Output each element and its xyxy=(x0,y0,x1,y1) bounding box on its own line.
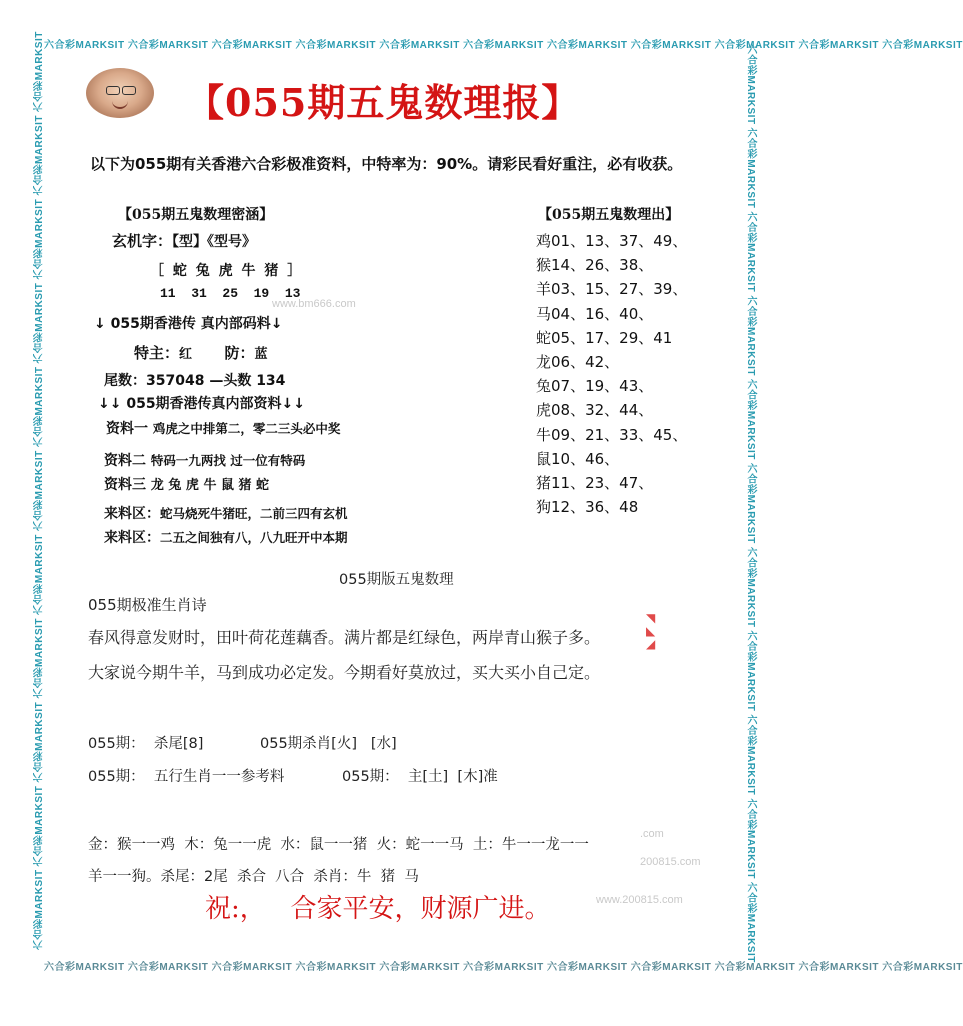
avatar-portrait xyxy=(86,68,154,118)
tail-number-line: 尾数：357048 —头数 134 xyxy=(104,373,286,389)
poem-title: 055期极准生肖诗 xyxy=(88,596,207,614)
source1-label: 来料区： xyxy=(104,506,160,522)
insider-heading-2: ↓↓ 055期香港传真内部资料↓↓ xyxy=(98,396,306,412)
zodiac-number-row: 龙06、42、 xyxy=(536,353,620,372)
defend-value: 蓝 xyxy=(254,347,268,362)
source-line-2 xyxy=(104,527,348,547)
left-column-heading: 【055期五鬼数理密涵】 xyxy=(118,207,274,223)
data2-label: 资料二 xyxy=(104,453,146,469)
watermark-text: www.200815.com xyxy=(596,894,683,906)
five-elements-line: 055期： 五行生肖一一参考料 xyxy=(88,769,285,785)
border-left-watermark: 六合彩MARKSIT 六合彩MARKSIT 六合彩MARKSIT 六合彩MARKSIT 六合彩MARKSIT 六合彩MARKSIT 六合彩MARKSIT 六合彩MARKSIT 六合彩MARKSIT 六合彩MARKSIT 六合彩MARKSIT xyxy=(34,31,45,950)
elements-line-2: 羊一一狗。杀尾：2尾 杀合 八合 杀肖：牛 猪 马 xyxy=(88,869,419,885)
source-line-1 xyxy=(104,503,348,523)
border-right-watermark: 六合彩MARKSIT 六合彩MARKSIT 六合彩MARKSIT 六合彩MARKSIT 六合彩MARKSIT 六合彩MARKSIT 六合彩MARKSIT 六合彩MARKSIT 六合彩MARKSIT 六合彩MARKSIT 六合彩MARKSIT xyxy=(745,44,756,963)
xuanji-label: 玄机字： xyxy=(112,232,173,250)
blessing-footer: 祝:， 合家平安，财源广进。 xyxy=(205,894,551,924)
zodiac-number-row: 虎08、32、44、 xyxy=(536,401,654,420)
data1-value: 鸡虎之中排第二，零二三头必中奖 xyxy=(152,421,341,436)
number-row: 11 31 25 19 13 xyxy=(160,286,301,301)
data3-value: 龙 兔 虎 牛 鼠 猪 蛇 xyxy=(150,478,270,493)
main-label: 特主： xyxy=(134,344,180,362)
elements-line-1: 金：猴一一鸡 木：兔一一虎 水：鼠一一猪 火：蛇一一马 土：牛一一龙一一 xyxy=(88,837,589,853)
zodiac-number-row: 羊03、15、27、39、 xyxy=(536,280,688,299)
zodiac-number-row: 蛇05、17、29、41 xyxy=(536,328,673,347)
main-elements-line: 055期： 主[土] [木]准 xyxy=(342,769,498,785)
red-watermark-stamp: ◥ ◣ ◢ xyxy=(646,611,656,651)
intro-paragraph: 以下为055期有关香港六合彩极准资料，中特率为：90%。请彩民看好重注，必有收获。 xyxy=(90,155,683,173)
zodiac-row: ［ 蛇 兔 虎 牛 猪 ］ xyxy=(150,263,304,279)
data3-label: 资料三 xyxy=(104,477,146,493)
xuanji-line xyxy=(112,230,256,251)
zodiac-number-row: 牛09、21、33、45、 xyxy=(536,425,688,444)
data-line-1 xyxy=(106,418,340,438)
source2-label: 来料区： xyxy=(104,530,160,546)
xuanji-value: 【型】《型号》 xyxy=(172,234,257,250)
zodiac-number-row: 鸡01、13、37、49、 xyxy=(536,232,688,250)
kill-tail-line: 055期： 杀尾[8] xyxy=(88,736,204,752)
zodiac-number-row: 猴14、26、38、 xyxy=(536,256,654,275)
main-value: 红 xyxy=(179,347,193,362)
section-title: 055期版五鬼数理 xyxy=(339,572,454,588)
zodiac-number-row: 鼠10、46、 xyxy=(536,449,620,468)
watermark-text: .com xyxy=(640,828,664,840)
border-top-watermark: 六合彩MARKSIT 六合彩MARKSIT 六合彩MARKSIT 六合彩MARKSIT 六合彩MARKSIT 六合彩MARKSIT 六合彩MARKSIT 六合彩MARKSIT 六合彩MARKSIT 六合彩MARKSIT 六合彩MARKSIT xyxy=(44,40,963,51)
kill-zodiac-line: 055期杀肖[火] [水] xyxy=(260,736,397,752)
poem-line-2: 大家说今期牛羊，马到成功必定发。今期看好莫放过，买大买小自己定。 xyxy=(88,663,601,682)
defend-label: 防： xyxy=(224,344,255,362)
zodiac-number-row: 猪11、23、47、 xyxy=(536,474,654,493)
watermark-text: www.bm666.com xyxy=(272,298,356,310)
data-line-2 xyxy=(104,450,305,470)
poem-line-1: 春风得意发财时，田叶荷花莲藕香。满片都是红绿色，两岸青山猴子多。 xyxy=(88,628,601,647)
watermark-text: 200815.com xyxy=(640,856,701,868)
data1-label: 资料一 xyxy=(106,421,148,437)
source1-value: 蛇马烧死牛猪旺，二前三四有玄机 xyxy=(160,506,348,521)
source2-value: 二五之间独有八，八九旺开中本期 xyxy=(160,530,348,545)
zodiac-number-row: 狗12、36、48 xyxy=(536,498,639,517)
zodiac-number-row: 马04、16、40、 xyxy=(536,304,654,323)
right-column-heading: 【055期五鬼数理出】 xyxy=(538,207,680,223)
insider-heading: ↓ 055期香港传 真内部码料↓ xyxy=(94,316,283,332)
border-bottom-watermark: 六合彩MARKSIT 六合彩MARKSIT 六合彩MARKSIT 六合彩MARKSIT 六合彩MARKSIT 六合彩MARKSIT 六合彩MARKSIT 六合彩MARKSIT 六合彩MARKSIT 六合彩MARKSIT 六合彩MARKSIT xyxy=(44,962,963,973)
zodiac-number-row: 兔07、19、43、 xyxy=(536,377,654,396)
main-color-line xyxy=(134,342,268,363)
page-title: 【055期五鬼数理报】 xyxy=(186,80,581,125)
data2-value: 特码一九两找 过一位有特码 xyxy=(150,453,306,468)
zodiac-number-list xyxy=(536,229,687,519)
data-line-3 xyxy=(104,474,269,494)
